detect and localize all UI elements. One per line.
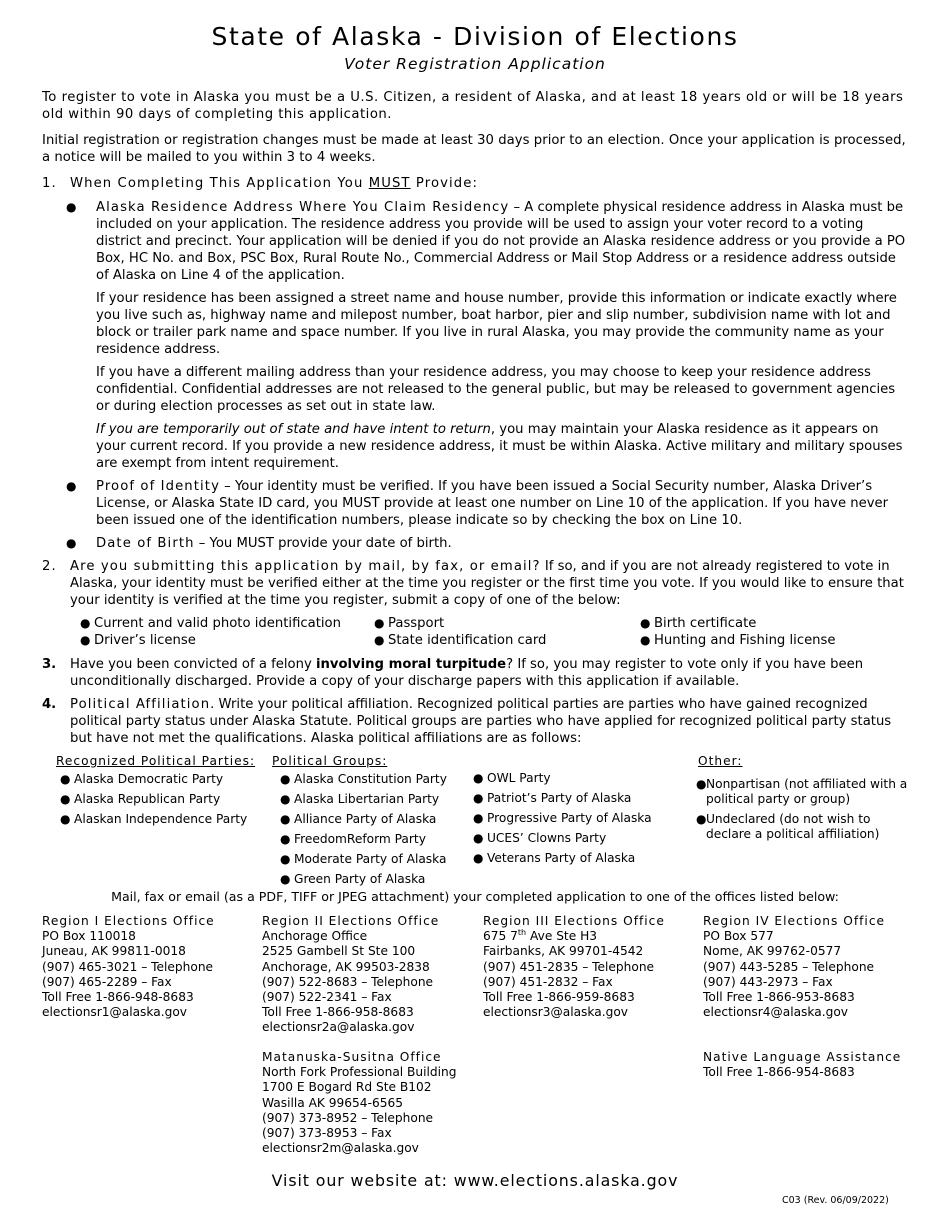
residence-paragraph-temporary: If you are temporarily out of state and have intent to return, you may maintain your Alaska residence as it appears on your current record. If you provide a new residence address, it must be within Alaska. Active military and military spouses are exempt from intent requirement.: [96, 422, 903, 471]
dob-requirement: Date of Birth – You MUST provide your date of birth.: [96, 536, 452, 551]
id-docs-column-3: [640, 615, 836, 649]
intro-paragraph-eligibility: To register to vote in Alaska you must be a U.S. Citizen, a resident of Alaska, and at least 18 years old or will be 18 years old within 90 days of completing this application.: [42, 90, 904, 122]
website-line: Visit our website at: www.elections.alaska.gov: [271, 1171, 679, 1190]
list-item: ● Alaska Republican Party: [60, 792, 221, 806]
bullet-icon: ●: [66, 200, 77, 214]
bullet-icon: ●: [80, 616, 91, 630]
office-name: Region III Elections Office: [483, 914, 665, 928]
list-item: ● Birth certificate: [640, 616, 757, 631]
office-name: Region IV Elections Office: [703, 914, 886, 928]
bullet-icon: ●: [280, 832, 291, 846]
section-4-text: Political Affiliation. Write your political affiliation. Recognized political parties are parties who have gained recognized political party status under Alaska Statute. Political groups are parties who have applied for recognized political party status but have not met the qualifications. Alaska political affiliations are as follows:: [70, 697, 892, 746]
dob-lead: Date of Birth: [96, 536, 195, 551]
bullet-icon: ●: [696, 812, 707, 826]
list-item: ● Alliance Party of Alaska: [280, 812, 437, 826]
political-groups-list-1: [280, 772, 447, 887]
bullet-icon: ●: [473, 851, 484, 865]
other-affiliations-list: [696, 777, 910, 842]
office-name: Region I Elections Office: [42, 914, 215, 928]
section-2-text: Are you submitting this application by mail, by fax, or email? If so, and if you are not already registered to vote in Alaska, your identity must be verified either at the time you register or the first time you vote. If you would like to ensure that your identity is verified at the time you register, submit a copy of one of the below:: [70, 559, 904, 608]
bullet-icon: ●: [60, 812, 71, 826]
id-docs-column-1: [80, 615, 341, 649]
office-name: Region II Elections Office: [262, 914, 440, 928]
other-affiliations-header: Other:: [698, 754, 743, 768]
office-email: electionsr1@alaska.gov: [42, 1005, 187, 1020]
section-3-number: 3.: [42, 657, 57, 672]
political-groups-list-2: [473, 771, 652, 866]
bullet-icon: ●: [640, 616, 651, 630]
list-item: ● Hunting and Fishing license: [640, 633, 836, 648]
bullet-icon: ●: [473, 791, 484, 805]
page-title: State of Alaska - Division of Elections: [211, 22, 739, 51]
list-item: ● Alaskan Independence Party: [60, 812, 248, 826]
office-region-4: Region IV Elections Office PO Box 577 Nome, AK 99762-0577 (907) 443-5285 – Telephone (907) 443-2973 – Fax Toll Free 1-866-953-8683 electionsr4@alaska.gov: [703, 914, 886, 1020]
list-item: ● Nonpartisan (not affiliated with a political party or group): [696, 777, 908, 806]
office-mat-su: Matanuska-Susitna Office North Fork Professional Building 1700 E Bogard Rd Ste B102 Wasilla AK 99654-6565 (907) 373-8952 – Telephone (907) 373-8953 – Fax electionsr2m@alaska.gov: [262, 1050, 457, 1156]
list-item: ● Current and valid photo identification: [80, 616, 341, 631]
bullet-icon: ●: [60, 772, 71, 786]
bullet-icon: ●: [280, 852, 291, 866]
office-native-language: Native Language Assistance Toll Free 1-866-954-8683: [703, 1050, 902, 1080]
section-1-heading: When Completing This Application You MUST Provide:: [70, 176, 479, 191]
office-region-3: Region III Elections Office 675 7th Ave Ste H3 Fairbanks, AK 99701-4542 (907) 451-2835 – Telephone (907) 451-2832 – Fax Toll Free 1-866-959-8683 electionsr3@alaska.gov: [483, 914, 665, 1020]
must-emphasis: MUST: [368, 176, 411, 191]
bullet-icon: ●: [280, 772, 291, 786]
recognized-parties-header: Recognized Political Parties:: [56, 754, 256, 768]
list-item: ● State identification card: [374, 633, 547, 648]
section-1-number: 1.: [42, 176, 57, 191]
mail-instruction: Mail, fax or email (as a PDF, TIFF or JPEG attachment) your completed application to one of the offices listed below:: [111, 889, 839, 904]
recognized-parties-list: [60, 772, 247, 827]
list-item: ● FreedomReform Party: [280, 832, 426, 846]
office-region-2: Region II Elections Office Anchorage Office 2525 Gambell St Ste 100 Anchorage, AK 99503-2838 (907) 522-8683 – Telephone (907) 522-2341 – Fax Toll Free 1-866-958-8683 electionsr2a@alaska.gov: [262, 914, 440, 1035]
bullet-icon: ●: [640, 633, 651, 647]
list-item: ● Patriot’s Party of Alaska: [473, 791, 632, 805]
intro-paragraph-deadline: Initial registration or registration changes must be made at least 30 days prior to an election. Once your application is processed, a notice will be mailed to you within 3 to 4 weeks.: [42, 133, 906, 165]
residence-paragraph-confidential: If you have a different mailing address than your residence address, you may choose to keep your residence address confidential. Confidential addresses are not released to the general public, but may be released to government agencies or during election processes as set out in state law.: [96, 365, 896, 414]
list-item: ● Driver’s license: [80, 633, 196, 648]
list-item: ● OWL Party: [473, 771, 551, 785]
office-name: Native Language Assistance: [703, 1050, 902, 1064]
residence-requirement: Alaska Residence Address Where You Claim Residency – A complete physical residence address in Alaska must be included on your application. The residence address you provide will be used to assign your voter record to a voting district and precinct. Your application will be denied if you do not provide an Alaska residence address or you provide a PO Box, HC No. and Box, PSC Box, Rural Route No., Commercial Address or Mail Stop Address or a residence address outside of Alaska on Line 4 of the application.: [96, 200, 906, 283]
office-name: Matanuska-Susitna Office: [262, 1050, 442, 1064]
list-item: ● Alaska Libertarian Party: [280, 792, 440, 806]
bullet-icon: ●: [66, 536, 77, 550]
list-item: ● Moderate Party of Alaska: [280, 852, 447, 866]
identity-requirement: Proof of Identity – Your identity must be verified. If you have been issued a Social Security number, Alaska Driver’s License, or Alaska State ID card, you MUST provide at least one number on Line 10 of the application. If you have never been issued one of the identification numbers, please indicate so by checking the box on Line 10.: [96, 479, 889, 528]
office-email: electionsr2a@alaska.gov: [262, 1020, 415, 1035]
list-item: ● Green Party of Alaska: [280, 872, 426, 886]
office-email: electionsr3@alaska.gov: [483, 1005, 628, 1020]
residence-paragraph-street: If your residence has been assigned a street name and house number, provide this information or indicate exactly where you live such as, highway name and milepost number, boat harbor, pier and slip number, subdivision name with lot and block or trailer park name and space number. If you live in rural Alaska, you may provide the community name as your residence address.: [96, 291, 897, 357]
list-item: ● Progressive Party of Alaska: [473, 811, 652, 825]
bullet-icon: ●: [280, 812, 291, 826]
bullet-icon: ●: [473, 811, 484, 825]
bullet-icon: ●: [473, 831, 484, 845]
list-item: ● UCES’ Clowns Party: [473, 831, 607, 845]
bullet-icon: ●: [66, 479, 77, 493]
section-2-number: 2.: [42, 559, 57, 574]
bullet-icon: ●: [473, 771, 484, 785]
identity-lead: Proof of Identity: [96, 479, 220, 494]
revision-code: C03 (Rev. 06/09/2022): [782, 1195, 889, 1206]
list-item: ● Alaska Constitution Party: [280, 772, 447, 786]
list-item: ● Alaska Democratic Party: [60, 772, 224, 786]
bullet-icon: ●: [280, 792, 291, 806]
list-item: ● Veterans Party of Alaska: [473, 851, 636, 865]
page-subtitle: Voter Registration Application: [344, 55, 606, 73]
list-item: ● Undeclared (do not wish to declare a political affiliation): [696, 812, 880, 841]
id-docs-column-2: [374, 615, 546, 649]
bullet-icon: ●: [696, 777, 707, 791]
bullet-icon: ●: [374, 633, 385, 647]
bullet-icon: ●: [60, 792, 71, 806]
list-item: ● Passport: [374, 616, 445, 631]
section-3-text: Have you been convicted of a felony involving moral turpitude? If so, you may register to vote only if you have been unconditionally discharged. Provide a copy of your discharge papers with this application if available.: [70, 657, 864, 689]
section-4-number: 4.: [42, 697, 57, 712]
residence-lead: Alaska Residence Address Where You Claim Residency: [96, 200, 510, 215]
political-groups-header: Political Groups:: [272, 754, 388, 768]
bullet-icon: ●: [280, 872, 291, 886]
office-email: electionsr4@alaska.gov: [703, 1005, 848, 1020]
bullet-icon: ●: [80, 633, 91, 647]
office-region-1: Region I Elections Office PO Box 110018 Juneau, AK 99811-0018 (907) 465-3021 – Telephone (907) 465-2289 – Fax Toll Free 1-866-948-8683 electionsr1@alaska.gov: [42, 914, 215, 1020]
bullet-icon: ●: [374, 616, 385, 630]
office-email: electionsr2m@alaska.gov: [262, 1141, 419, 1156]
